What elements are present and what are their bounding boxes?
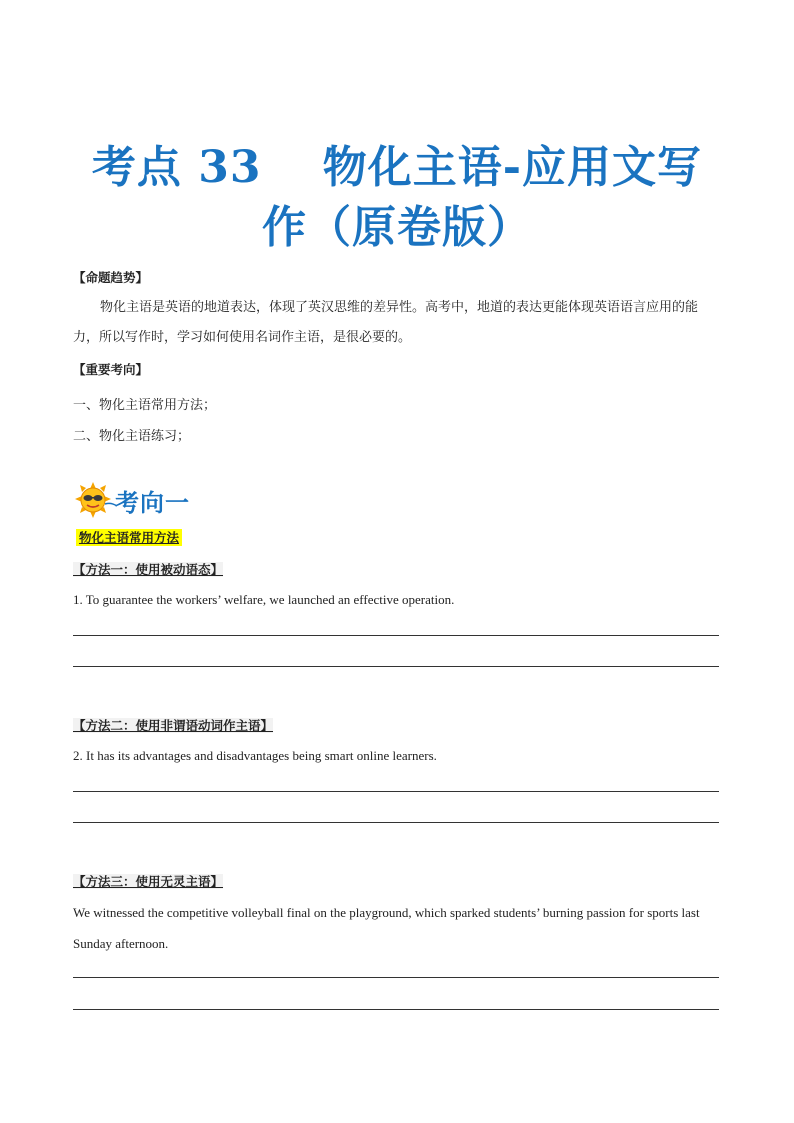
method-2-label: 【方法二：使用非谓语动词作主语】 bbox=[73, 718, 274, 733]
trend-paragraph: 物化主语是英语的地道表达，体现了英汉思维的差异性。高考中，地道的表达更能体现英语语言应用的能力，所以写作时，学习如何使用名词作主语，是很必要的。 bbox=[73, 300, 699, 345]
trend-label: 【命题趋势】 bbox=[73, 270, 149, 285]
answer-line bbox=[73, 635, 719, 636]
title-line-1: 考点 33 物化主语-应用文写 bbox=[91, 142, 703, 193]
answer-line bbox=[73, 1009, 719, 1010]
sun-sunglasses-icon bbox=[73, 480, 119, 520]
title-line-2: 作（原卷版） bbox=[262, 202, 532, 253]
important-item-1: 一、物化主语常用方法； bbox=[73, 398, 217, 413]
answer-line bbox=[73, 822, 719, 823]
method-3-sentence: We witnessed the competitive volleyball final on the playground, which sparked students’ burning passion for sports last Sunday afternoon. bbox=[73, 905, 700, 951]
answer-line bbox=[73, 791, 719, 792]
method-2-sentence: 2. It has its advantages and disadvantages being smart online learners. bbox=[73, 748, 437, 763]
page-title bbox=[60, 138, 734, 258]
method-1-label: 【方法一：使用被动语态】 bbox=[73, 562, 224, 577]
method-1-sentence: 1. To guarantee the workers’ welfare, we launched an effective operation. bbox=[73, 592, 455, 607]
answer-line bbox=[73, 977, 719, 978]
important-item-2: 二、物化主语练习； bbox=[73, 429, 191, 444]
kaoxiang-title: 考向一 bbox=[115, 488, 190, 517]
answer-line bbox=[73, 666, 719, 667]
important-label: 【重要考向】 bbox=[73, 362, 149, 377]
method-3-label: 【方法三：使用无灵主语】 bbox=[73, 874, 224, 889]
kaoxiang-header bbox=[73, 480, 190, 520]
kaoxiang-subtitle: 物化主语常用方法 bbox=[76, 528, 721, 546]
